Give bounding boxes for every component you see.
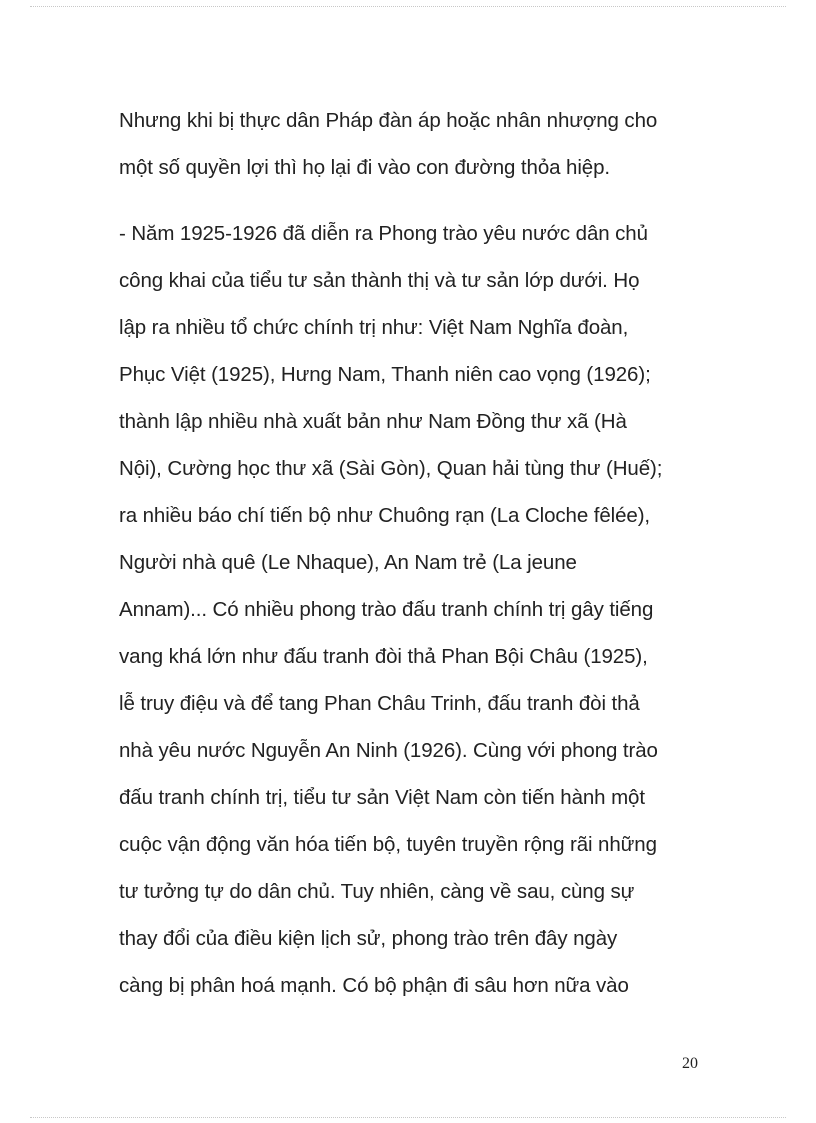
text-line: thành lập nhiều nhà xuất bản như Nam Đồng thư xã (Hà — [119, 410, 627, 433]
text-line: càng bị phân hoá mạnh. Có bộ phận đi sâu hơn nữa vào — [119, 974, 629, 997]
text-line: Annam)... Có nhiều phong trào đấu tranh chính trị gây tiếng — [119, 598, 654, 621]
text-line: một số quyền lợi thì họ lại đi vào con đường thỏa hiệp. — [119, 156, 610, 179]
text-line: lập ra nhiều tổ chức chính trị như: Việt Nam Nghĩa đoàn, — [119, 316, 629, 339]
page-border-bottom — [30, 1117, 786, 1118]
text-line: công khai của tiểu tư sản thành thị và tư sản lớp dưới. Họ — [119, 269, 640, 292]
page-number: 20 — [682, 1055, 698, 1072]
text-line: cuộc vận động văn hóa tiến bộ, tuyên truyền rộng rãi những — [119, 833, 657, 856]
paragraph-gap — [119, 191, 699, 210]
text-line: nhà yêu nước Nguyễn An Ninh (1926). Cùng với phong trào — [119, 739, 658, 762]
text-line: Nhưng khi bị thực dân Pháp đàn áp hoặc nhân nhượng cho — [119, 109, 658, 132]
text-line: ra nhiều báo chí tiến bộ như Chuông rạn (La Cloche fêlée), — [119, 504, 651, 527]
text-line: vang khá lớn như đấu tranh đòi thả Phan Bội Châu (1925), — [119, 645, 648, 668]
page-border-top — [30, 6, 786, 7]
text-line: Phục Việt (1925), Hưng Nam, Thanh niên cao vọng (1926); — [119, 363, 651, 386]
document-body — [119, 97, 699, 1009]
text-line: thay đổi của điều kiện lịch sử, phong trào trên đây ngày — [119, 927, 618, 950]
text-line: lễ truy điệu và để tang Phan Châu Trinh, đấu tranh đòi thả — [119, 692, 640, 715]
text-line: Người nhà quê (Le Nhaque), An Nam trẻ (La jeune — [119, 551, 577, 574]
paragraph-1 — [119, 97, 699, 191]
text-line: đấu tranh chính trị, tiểu tư sản Việt Nam còn tiến hành một — [119, 786, 645, 809]
text-line: tư tưởng tự do dân chủ. Tuy nhiên, càng về sau, cùng sự — [119, 880, 635, 903]
text-line: Nội), Cường học thư xã (Sài Gòn), Quan hải tùng thư (Huế); — [119, 457, 663, 480]
text-line: - Năm 1925-1926 đã diễn ra Phong trào yêu nước dân chủ — [119, 222, 648, 245]
paragraph-2 — [119, 210, 699, 1009]
